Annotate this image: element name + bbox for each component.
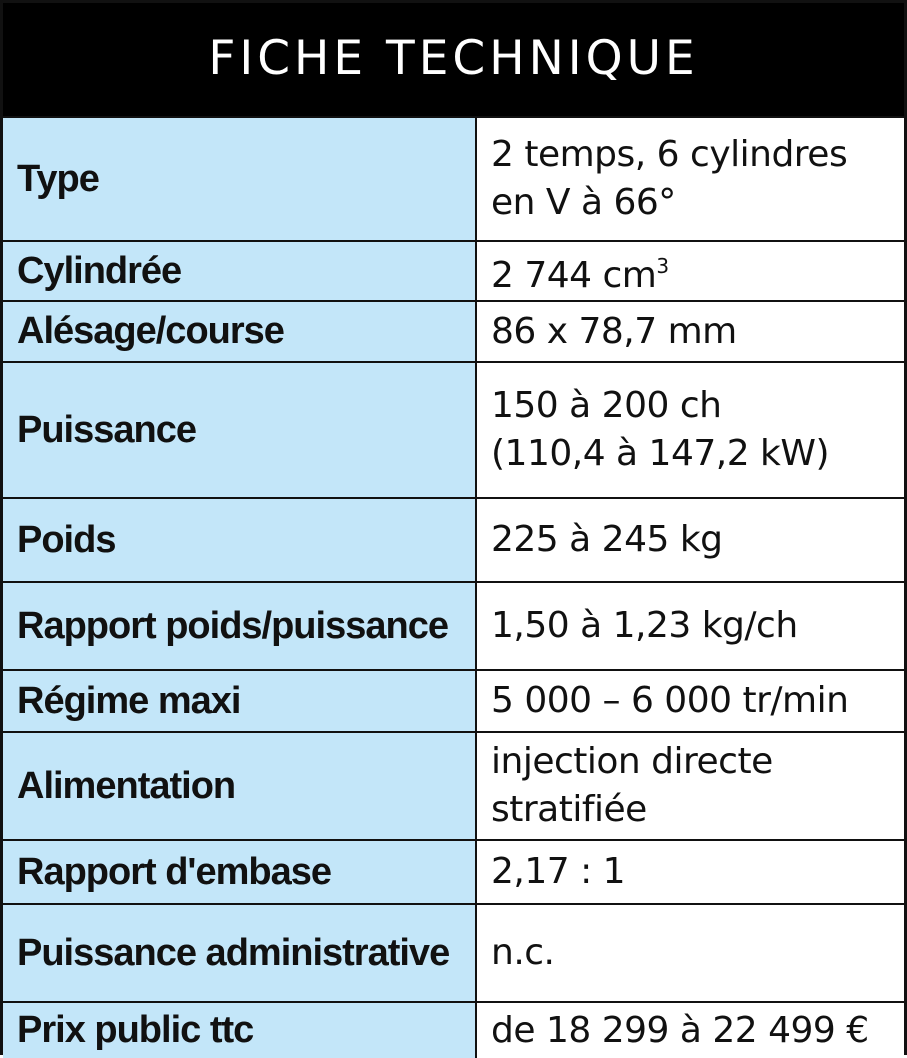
spec-title: FICHE TECHNIQUE (208, 31, 699, 86)
spec-value (476, 362, 904, 498)
spec-row-rapport-poids (3, 582, 904, 670)
spec-value (476, 117, 904, 241)
spec-value-line: (110,4 à 147,2 kW) (491, 433, 830, 474)
spec-value-line: de 18 299 à 22 499 € (491, 1009, 869, 1051)
spec-label: Puissance administrative (3, 904, 476, 1002)
spec-row-alimentation (3, 732, 904, 840)
spec-value-line: 2 temps, 6 cylindres (491, 134, 848, 175)
spec-value-line: stratifiée (491, 789, 647, 830)
spec-row-cylindree (3, 241, 904, 301)
spec-value (476, 301, 904, 362)
spec-value (476, 732, 904, 840)
spec-header (3, 3, 904, 116)
spec-value-line: 2,17 : 1 (491, 851, 626, 892)
spec-value (476, 498, 904, 582)
spec-label: Rapport d'embase (3, 840, 476, 904)
spec-row-regime (3, 670, 904, 732)
spec-row-alesage (3, 301, 904, 362)
spec-row-embase (3, 840, 904, 904)
spec-value (476, 1002, 904, 1058)
spec-value (476, 670, 904, 732)
spec-label: Prix public ttc (3, 1002, 476, 1058)
spec-row-prix (3, 1002, 904, 1058)
spec-table (3, 116, 904, 1058)
spec-value (476, 904, 904, 1002)
spec-value-line: 5 000 – 6 000 tr/min (491, 680, 849, 721)
spec-label: Type (3, 117, 476, 241)
spec-value (476, 241, 904, 301)
spec-value (476, 840, 904, 904)
spec-label: Alimentation (3, 732, 476, 840)
spec-label: Poids (3, 498, 476, 582)
spec-row-poids (3, 498, 904, 582)
spec-label: Cylindrée (3, 241, 476, 301)
spec-label: Puissance (3, 362, 476, 498)
spec-value-line: en V à 66° (491, 182, 676, 223)
spec-value-line: 150 à 200 ch (491, 385, 722, 426)
spec-value-line: 225 à 245 kg (491, 519, 723, 560)
spec-row-puissance (3, 362, 904, 498)
spec-value-text: 2 744 cm (491, 255, 657, 296)
spec-row-puissance-admin (3, 904, 904, 1002)
spec-label: Alésage/course (3, 301, 476, 362)
spec-value-line: 86 x 78,7 mm (491, 310, 737, 352)
spec-value-line: injection directe (491, 741, 773, 782)
spec-label: Rapport poids/puissance (3, 582, 476, 670)
spec-row-type (3, 117, 904, 241)
spec-value-line: 1,50 à 1,23 kg/ch (491, 605, 798, 646)
spec-label: Régime maxi (3, 670, 476, 732)
spec-value-line: n.c. (491, 932, 555, 973)
spec-value-superscript: 3 (656, 254, 669, 278)
spec-value (476, 582, 904, 670)
